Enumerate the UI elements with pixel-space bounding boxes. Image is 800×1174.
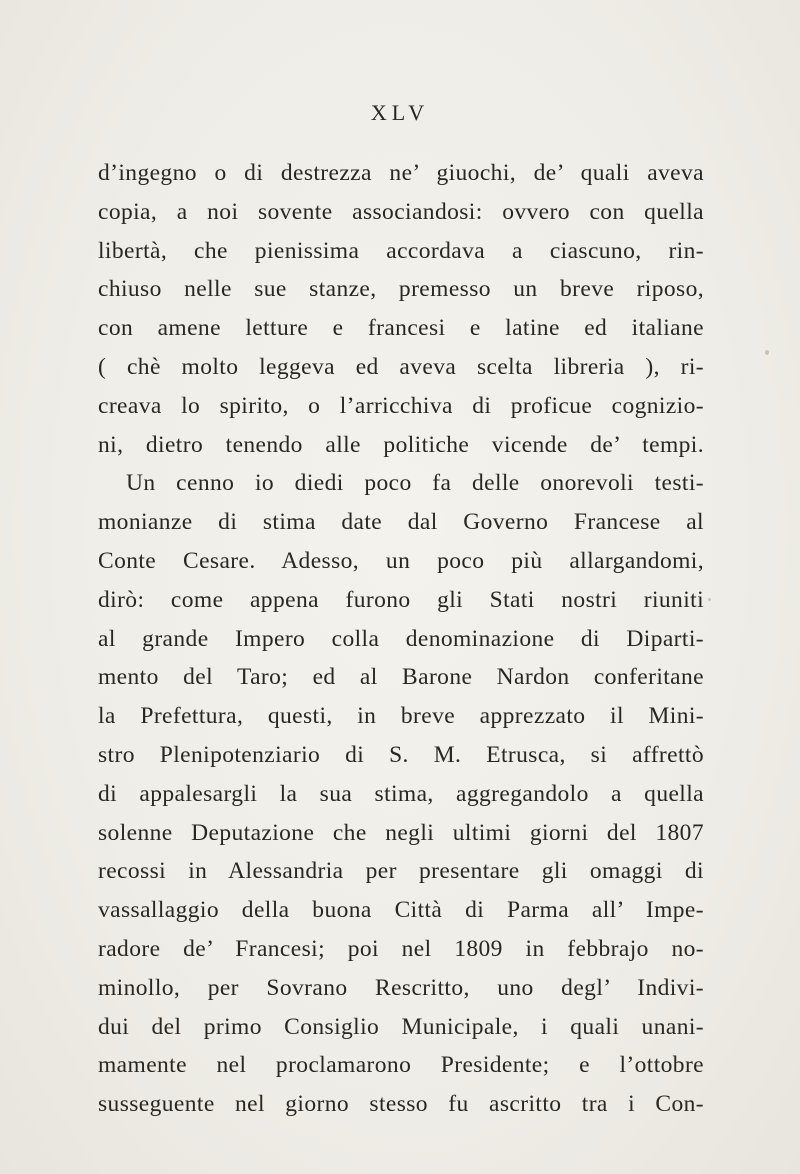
text-line: la Prefettura, questi, in breve apprezzato il Mini- — [98, 703, 704, 730]
page-number: XLV — [370, 100, 430, 125]
text-line: Conte Cesare. Adesso, un poco più allargandomi, — [98, 547, 704, 574]
body-text — [98, 154, 704, 1124]
text-line: mamente nel proclamarono Presidente; e l’ottobre — [98, 1052, 704, 1079]
text-line: ni, dietro tenendo alle politiche vicende de’ tempi. — [98, 431, 704, 458]
paper-speck — [708, 598, 711, 601]
paper-speck — [765, 350, 769, 355]
text-line: vassallaggio della buona Città di Parma all’ Impe- — [98, 897, 704, 924]
text-line: copia, a noi sovente associandosi: ovvero con quella — [98, 198, 704, 225]
text-line: ( chè molto leggeva ed aveva scelta libreria ), ri- — [98, 353, 704, 380]
text-line: susseguente nel giorno stesso fu ascritto tra i Con- — [98, 1091, 704, 1118]
text-line: creava lo spirito, o l’arricchiva di proficue cognizio- — [98, 392, 704, 419]
text-line: minollo, per Sovrano Rescritto, uno degl’ Indivi- — [98, 974, 704, 1001]
text-line: dui del primo Consiglio Municipale, i quali unani- — [98, 1013, 704, 1040]
text-line: Un cenno io diedi poco fa delle onorevoli testi- — [126, 470, 704, 497]
text-line: di appalesargli la sua stima, aggregandolo a quella — [98, 780, 704, 807]
text-line: monianze di stima date dal Governo Francese al — [98, 509, 704, 536]
text-line: con amene letture e francesi e latine ed italiane — [98, 315, 704, 342]
text-line: dirò: come appena furono gli Stati nostri riuniti — [98, 586, 704, 613]
text-line: libertà, che pienissima accordava a ciascuno, rin- — [98, 237, 704, 264]
text-line: solenne Deputazione che negli ultimi giorni del 1807 — [98, 819, 704, 846]
text-line: al grande Impero colla denominazione di Diparti- — [98, 625, 704, 652]
text-line: d’ingegno o di destrezza ne’ giuochi, de’ quali aveva — [98, 160, 704, 186]
text-line: radore de’ Francesi; poi nel 1809 in febbrajo no- — [98, 935, 704, 962]
text-line: mento del Taro; ed al Barone Nardon conferitane — [98, 664, 704, 691]
text-line: recossi in Alessandria per presentare gli omaggi di — [98, 858, 704, 885]
text-line: chiuso nelle sue stanze, premesso un breve riposo, — [98, 276, 704, 303]
text-line: stro Plenipotenziario di S. M. Etrusca, si affrettò — [98, 741, 704, 768]
